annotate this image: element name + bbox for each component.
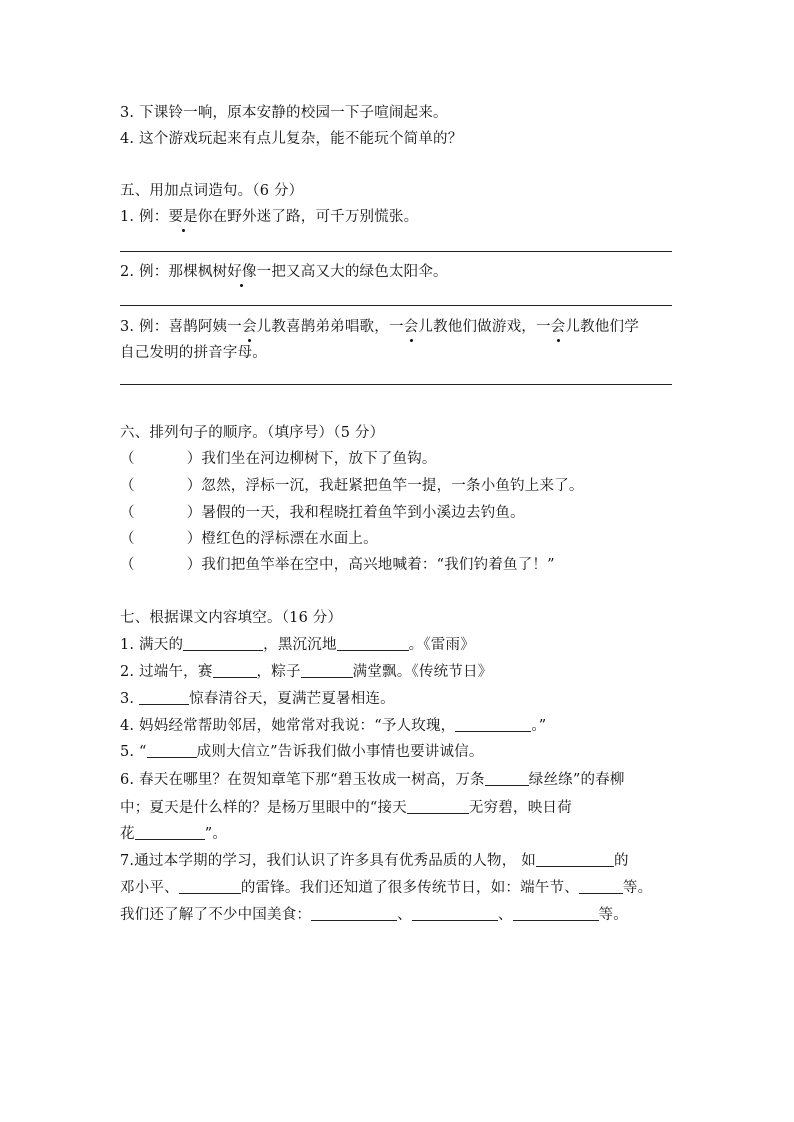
fill-blank[interactable] (179, 879, 241, 894)
fill-blank[interactable] (412, 906, 498, 921)
section-5-q2: 2. 例：那棵枫树好像一把又高又大的绿色太阳伞。 (120, 264, 448, 280)
order-item: （ ）我们坐在河边柳树下，放下了鱼钩。 (120, 451, 437, 467)
fill-blank[interactable] (301, 663, 353, 678)
answer-line-3[interactable] (120, 384, 672, 385)
fill-blank[interactable] (213, 663, 257, 678)
sentence-3: 3. 下课铃一响，原本安静的校园一下子喧闹起来。 (120, 105, 448, 121)
order-item: （ ）暑假的一天，我和程晓扛着鱼竿到小溪边去钓鱼。 (120, 505, 525, 521)
fill-line-6c: 花 ”。 (120, 826, 228, 842)
fill-line-5: 5. “ 成则大信立”告诉我们做小事情也要讲诚信。 (120, 744, 484, 760)
dotted-word: 一会儿 (388, 319, 434, 335)
fill-blank[interactable] (337, 636, 409, 651)
fill-line-6: 6. 春天在哪里？在贺知章笔下那“碧玉妆成一树高，万条 绿丝绦”的春柳 (120, 772, 625, 788)
fill-line-7b: 邓小平、 的雷锋。我们还知道了很多传统节日，如：端午节、 等。 (120, 880, 653, 896)
fill-line-2: 2. 过端午，赛 ，粽子 满堂飘。《传统节日》 (120, 664, 493, 680)
fill-blank[interactable] (407, 799, 469, 814)
fill-blank[interactable] (579, 879, 623, 894)
section-5-title: 五、用加点词造句。（6 分） (120, 183, 304, 199)
answer-line-1[interactable] (120, 251, 672, 252)
dotted-word: 好像 (227, 264, 257, 280)
fill-blank[interactable] (183, 636, 263, 651)
fill-line-6b: 中；夏天是什么样的？是杨万里眼中的“接天 无穷碧，映日荷 (120, 800, 572, 816)
section-7-title: 七、根据课文内容填空。（16 分） (120, 610, 343, 626)
sentence-4: 4. 这个游戏玩起来有点儿复杂，能不能玩个简单的？ (120, 131, 463, 147)
fill-line-7: 7.通过本学期的学习，我们认识了许多具有优秀品质的人物， 如 的 (120, 853, 629, 869)
order-item: （ ）我们把鱼竿举在空中，高兴地喊着：“我们钓着鱼了！” (120, 557, 555, 573)
fill-blank[interactable] (513, 906, 599, 921)
order-item: （ ）橙红色的浮标漂在水面上。 (120, 531, 378, 547)
section-6-title: 六、排列句子的顺序。（填序号）（5 分） (120, 425, 385, 441)
dotted-word: 一会儿 (535, 319, 581, 335)
order-item: （ ）忽然，浮标一沉，我赶紧把鱼竿一提，一条小鱼钓上来了。 (120, 478, 584, 494)
section-5-q1: 1. 例：要是你在野外迷了路，可千万别慌张。 (120, 209, 419, 225)
fill-blank[interactable] (536, 852, 614, 867)
fill-blank[interactable] (485, 771, 529, 786)
fill-line-4: 4. 妈妈经常帮助邻居，她常常对我说：“予人玫瑰， 。” (120, 718, 547, 734)
dotted-word: 一会儿 (227, 319, 272, 335)
answer-line-2[interactable] (120, 305, 672, 306)
fill-blank[interactable] (139, 690, 189, 705)
dotted-word: 要是 (168, 209, 198, 225)
fill-blank[interactable] (455, 717, 531, 732)
fill-blank[interactable] (147, 743, 197, 758)
fill-blank[interactable] (311, 906, 397, 921)
section-5-q3-line2: 自己发明的拼音字母。 (120, 345, 267, 361)
fill-line-3: 3. 惊春清谷天，夏满芒夏暑相连。 (120, 691, 395, 707)
fill-line-7c: 我们还了解了不少中国美食： 、 、 等。 (120, 907, 628, 923)
fill-line-1: 1. 满天的 ，黑沉沉地 。《雷雨》 (120, 637, 475, 653)
section-5-q3: 3. 例：喜鹊阿姨一会儿教喜鹊弟弟唱歌，一会儿教他们做游戏，一会儿教他们学 (120, 319, 639, 335)
fill-blank[interactable] (135, 825, 205, 840)
